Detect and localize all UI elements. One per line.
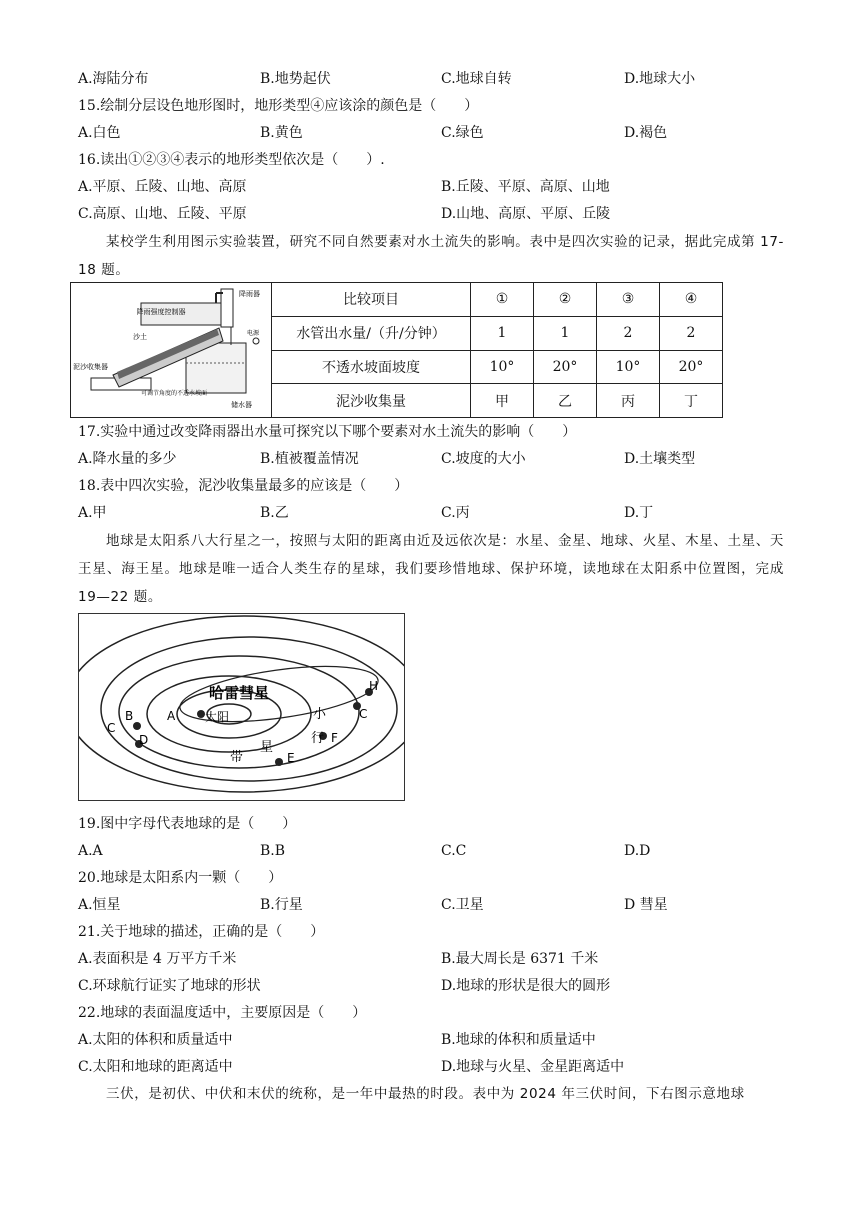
- table-cell: 1: [471, 316, 534, 350]
- q17-option-a: A.降水量的多少: [78, 451, 177, 467]
- q14-option-d: D.地球大小: [624, 71, 696, 87]
- label-sun: 太阳: [205, 710, 230, 724]
- intro-17-18: 某校学生利用图示实验装置，研究不同自然要素对水土流失的影响。表中是四次实验的记录，据此完成第 17-18 题。: [78, 234, 784, 278]
- q16-option-a: A.平原、丘陵、山地、高原: [78, 179, 247, 195]
- label-h: H: [369, 679, 379, 693]
- q17-option-b: B.植被覆盖情况: [260, 451, 359, 467]
- q16-option-b: B.丘陵、平原、高原、山地: [441, 179, 610, 195]
- q17-option-c: C.坡度的大小: [441, 451, 526, 467]
- table-cell: 2: [597, 316, 660, 350]
- label-soil: 沙土: [133, 333, 147, 341]
- q20-option-a: A.恒星: [78, 897, 121, 913]
- q20-stem: 20.地球是太阳系内一颗（ ）: [78, 870, 283, 886]
- q20-option-b: B.行星: [260, 897, 303, 913]
- q22-option-b: B.地球的体积和质量适中: [441, 1032, 596, 1048]
- intro-19-22: 地球是太阳系八大行星之一，按照与太阳的距离由近及远依次是：水星、金星、地球、火星、木星、土星、天王星、海王星。地球是唯一适合人类生存的星球，我们要珍惜地球、保护环境，读地球在太阳系中位置图，完成 19—22 题。: [78, 533, 784, 605]
- table-cell: 甲: [471, 384, 534, 418]
- table-row-label: 水管出水量/（升/分钟）: [272, 316, 471, 350]
- q22-option-d: D.地球与火星、金星距离适中: [441, 1059, 625, 1075]
- solar-system-figure: [78, 613, 405, 801]
- q18-option-b: B.乙: [260, 505, 289, 521]
- label-controller: 降雨强度控制器: [136, 308, 186, 316]
- table-cell: 1: [534, 316, 597, 350]
- q18-option-d: D.丁: [624, 505, 654, 521]
- q16-stem: 16.读出①②③④表示的地形类型依次是（ ）.: [78, 152, 385, 168]
- q21-option-c: C.环球航行证实了地球的形状: [78, 978, 261, 994]
- q20-option-c: C.卫星: [441, 897, 484, 913]
- q22-option-c: C.太阳和地球的距离适中: [78, 1059, 233, 1075]
- q21-stem: 21.关于地球的描述，正确的是（ ）: [78, 924, 325, 940]
- q19-option-a: A.A: [78, 843, 103, 859]
- q17-stem: 17.实验中通过改变降雨器出水量可探究以下哪个要素对水土流失的影响（ ）: [78, 424, 577, 440]
- label-belt-1: 小: [313, 707, 327, 722]
- table-cell: 20°: [534, 350, 597, 384]
- q20-option-d: D 彗星: [624, 897, 668, 913]
- q21-option-d: D.地球的形状是很大的圆形: [441, 978, 611, 994]
- table-cell: 20°: [660, 350, 723, 384]
- table-cell: 10°: [471, 350, 534, 384]
- table-cell: 10°: [597, 350, 660, 384]
- q15-stem: 15.绘制分层设色地形图时，地形类型④应该涂的颜色是（ ）: [78, 98, 479, 114]
- q15-option-b: B.黄色: [260, 125, 303, 141]
- label-c-right: C: [359, 707, 368, 721]
- table-header-2: ②: [534, 283, 597, 317]
- table-header-item: 比较项目: [272, 283, 471, 317]
- apparatus-figure-cell: [71, 283, 272, 418]
- label-rain: 降雨器: [239, 290, 260, 298]
- label-a: A: [167, 709, 176, 723]
- table-header-1: ①: [471, 283, 534, 317]
- label-slope: 可调节角度的不透水坡面: [141, 390, 208, 397]
- experiment-table: [70, 282, 723, 418]
- label-comet: 哈雷彗星: [209, 684, 270, 702]
- q15-option-d: D.褐色: [624, 125, 668, 141]
- q21-option-b: B.最大周长是 6371 千米: [441, 951, 599, 967]
- label-belt-2: 行: [311, 731, 325, 746]
- table-row-label: 泥沙收集量: [272, 384, 471, 418]
- label-power: 电源: [247, 330, 260, 337]
- q19-option-d: D.D: [624, 843, 651, 859]
- q17-option-d: D.土壤类型: [624, 451, 696, 467]
- intro-next: 三伏，是初伏、中伏和末伏的统称，是一年中最热的时段。表中为 2024 年三伏时间，下右图示意地球: [106, 1086, 745, 1102]
- label-f: F: [331, 731, 338, 745]
- label-tank: 储水器: [231, 401, 252, 409]
- q16-option-d: D.山地、高原、平原、丘陵: [441, 206, 611, 222]
- label-belt-4: 带: [230, 750, 244, 765]
- q21-option-a: A.表面积是 4 万平方千米: [78, 951, 237, 967]
- table-row-label: 不透水坡面坡度: [272, 350, 471, 384]
- table-cell: 2: [660, 316, 723, 350]
- q19-option-b: B.B: [260, 843, 286, 859]
- q22-stem: 22.地球的表面温度适中，主要原因是（ ）: [78, 1005, 367, 1021]
- label-b: B: [125, 709, 134, 723]
- table-cell: 乙: [534, 384, 597, 418]
- label-belt-3: 星: [260, 740, 274, 755]
- table-header-3: ③: [597, 283, 660, 317]
- q18-option-c: C.丙: [441, 505, 470, 521]
- label-collector: 泥沙收集器: [73, 363, 108, 371]
- label-c-left: C: [107, 721, 116, 735]
- q18-option-a: A.甲: [78, 505, 107, 521]
- q14-option-c: C.地球自转: [441, 71, 512, 87]
- q22-option-a: A.太阳的体积和质量适中: [78, 1032, 233, 1048]
- q14-option-a: A.海陆分布: [78, 71, 149, 87]
- q16-option-c: C.高原、山地、丘陵、平原: [78, 206, 247, 222]
- label-d: D: [139, 733, 149, 747]
- apparatus-figure: [71, 283, 271, 413]
- q14-option-b: B.地势起伏: [260, 71, 331, 87]
- q18-stem: 18.表中四次实验，泥沙收集量最多的应该是（ ）: [78, 478, 409, 494]
- table-cell: 丙: [597, 384, 660, 418]
- q19-option-c: C.C: [441, 843, 467, 859]
- table-cell: 丁: [660, 384, 723, 418]
- q15-option-a: A.白色: [78, 125, 121, 141]
- q19-stem: 19.图中字母代表地球的是（ ）: [78, 816, 297, 832]
- label-e: E: [287, 751, 295, 765]
- table-header-4: ④: [660, 283, 723, 317]
- q15-option-c: C.绿色: [441, 125, 484, 141]
